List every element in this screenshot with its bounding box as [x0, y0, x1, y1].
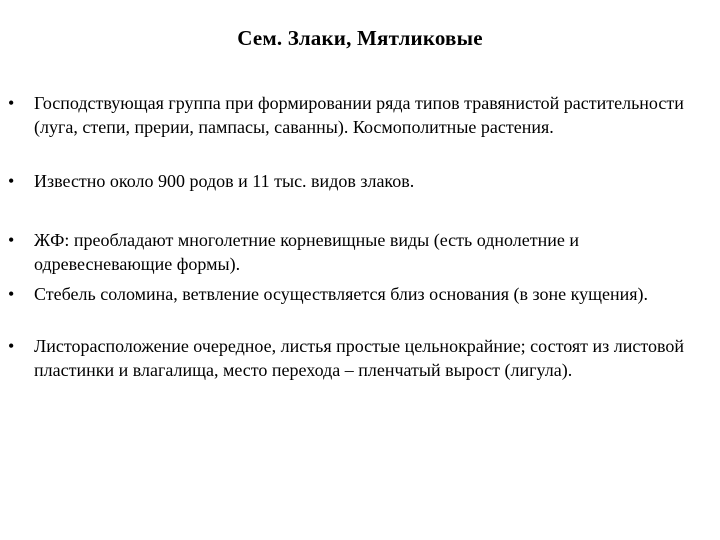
bullet-icon: • [8, 93, 15, 113]
bullet-text: Листорасположение очередное, листья простые цельнокрайние; состоят из листовой пластинки и влагалища, место перехода – пленчатый вырост (лигула). [34, 336, 685, 380]
bullet-icon: • [8, 284, 15, 304]
bullet-text: Господствующая группа при формировании ряда типов травянистой растительности (луга, степи, прерии, пампасы, саванны). Космополитные растения. [34, 93, 684, 137]
bullet-icon: • [8, 336, 15, 356]
list-item [8, 334, 688, 382]
bullet-icon: • [8, 230, 15, 250]
bullet-text: Стебель соломина, ветвление осуществляется близ основания (в зоне кущения). [34, 284, 649, 304]
list-item [8, 282, 688, 306]
list-item [8, 228, 688, 276]
list-item [8, 91, 688, 139]
bullet-text: ЖФ: преобладают многолетние корневищные виды (есть однолетние и одревесневающие формы). [34, 230, 579, 274]
bullet-icon: • [8, 171, 15, 191]
bullet-text: Известно около 900 родов и 11 тыс. видов злаков. [34, 171, 415, 191]
list-item [8, 169, 688, 193]
slide-title: Сем. Злаки, Мятликовые [237, 26, 483, 50]
